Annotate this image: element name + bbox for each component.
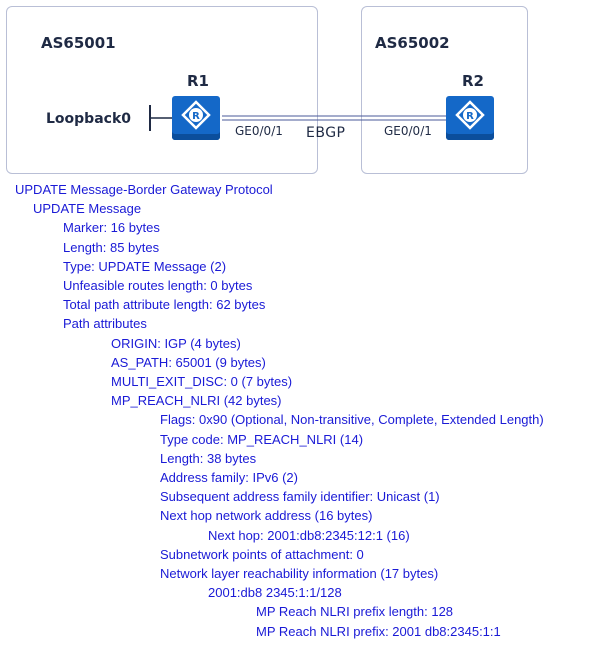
tree-line: Flags: 0x90 (Optional, Non-transitive, Complete, Extended Length) [160,412,544,428]
tree-line: MP Reach NLRI prefix length: 128 [256,604,454,620]
tree-line: ORIGIN: IGP (4 bytes) [111,335,241,351]
tree-line: Total path attribute length: 62 bytes [63,297,266,313]
loopback-label: Loopback0 [46,111,131,127]
tree-line: Type: UPDATE Message (2) [63,258,227,274]
as65001-label: AS65001 [41,34,116,52]
tree-line: MP Reach NLRI prefix: 2001 db8:2345:1:1 [256,623,501,639]
r2-port-label: GE0/0/1 [384,124,432,138]
tree-line: MP_REACH_NLRI (42 bytes) [111,393,282,409]
tree-line: Marker: 16 bytes [63,220,160,236]
as65002-label: AS65002 [375,34,450,52]
tree-line: AS_PATH: 65001 (9 bytes) [111,354,266,370]
tree-line: Next hop: 2001:db8:2345:12:1 (16) [208,527,410,543]
tree-line: Length: 85 bytes [63,239,160,255]
tree-line: UPDATE Message-Border Gateway Protocol [15,182,273,197]
r1-name: R1 [187,72,209,90]
router-r1-icon [172,96,220,140]
tree-line: Type code: MP_REACH_NLRI (14) [160,431,364,447]
tree-line: Network layer reachability information (17 bytes) [160,566,439,581]
tree-line: Subnetwork points of attachment: 0 [160,546,364,562]
ebgp-label: EBGP [306,125,346,141]
tree-line: Length: 38 bytes [160,450,257,466]
tree-line: Unfeasible routes length: 0 bytes [63,278,253,293]
tree-line: Path attributes [63,316,147,332]
r2-name: R2 [462,72,484,90]
svg-text:R: R [466,111,474,122]
topology-lines [0,0,597,180]
svg-text:R: R [192,111,200,122]
tree-line: Subsequent address family identifier: Unicast (1) [160,489,440,505]
tree-line: 2001:db8 2345:1:1/128 [208,585,342,601]
router-r2-icon [446,96,494,140]
tree-line: Next hop network address (16 bytes) [160,508,373,524]
tree-line: MULTI_EXIT_DISC: 0 (7 bytes) [111,374,293,389]
tree-line: Address family: IPv6 (2) [160,470,298,485]
r1-port-label: GE0/0/1 [235,124,283,138]
tree-line: UPDATE Message [33,201,142,217]
